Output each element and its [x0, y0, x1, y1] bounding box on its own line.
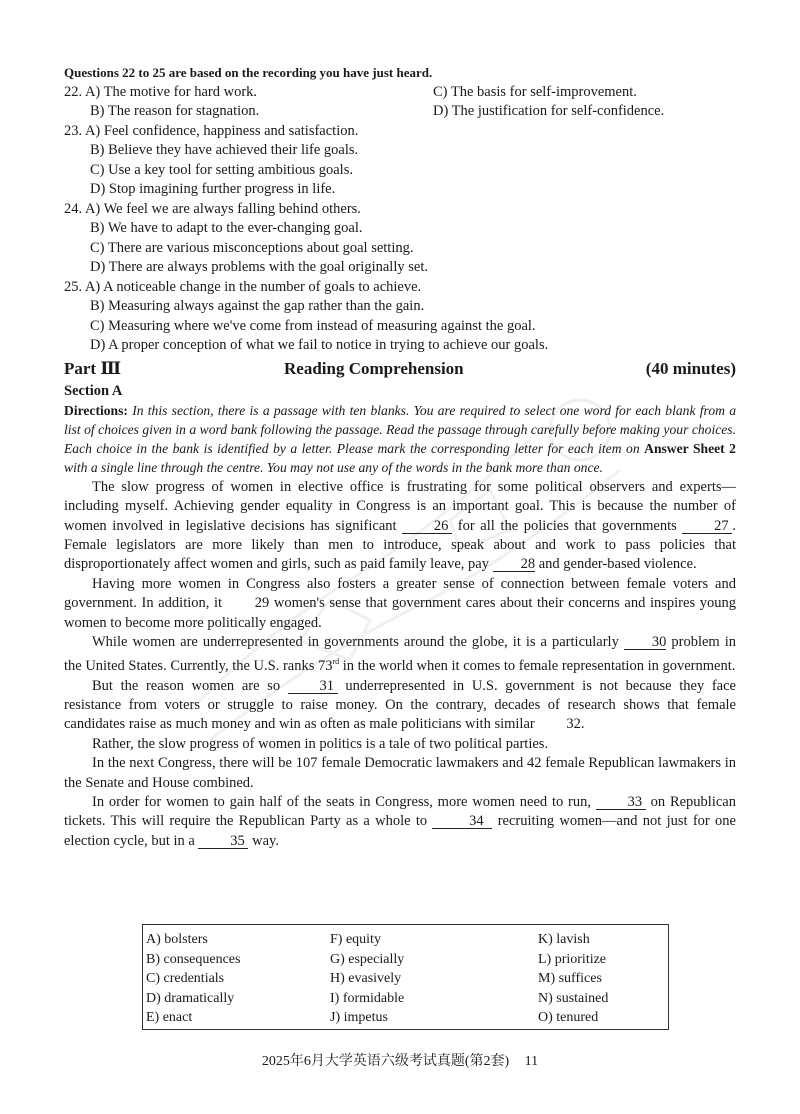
q23-option-c: C) Use a key tool for setting ambitious goals. [90, 161, 353, 178]
directions-text-2: with a single line through the centre. You may not use any of the words in the bank more than once. [64, 460, 603, 476]
q22-option-a: 22. A) The motive for hard work. [64, 83, 258, 100]
passage-text: Having more women in Congress also fosters a greater sense of connection between female voters and government. In addition, it [64, 575, 736, 612]
directions-text-1: In this section, there is a passage with ten blanks. You are required to select one word for each blank from a list of choices given in a word bank following the passage. Read the passage through carefully before making your choices. Each choice in the bank is identified by a letter. Please mark the corresponding letter for each item on [64, 402, 736, 457]
word-bank-item: C) credentials [146, 971, 225, 987]
passage-paragraph-2 [64, 575, 736, 633]
q25-option-a: 25. A) A noticeable change in the number of goals to achieve. [64, 278, 422, 295]
word-bank-item: G) especially [330, 951, 405, 967]
word-bank-item: O) tenured [538, 1010, 599, 1026]
passage-text: problem in the United States. Currently, the U.S. ranks 73 [64, 633, 736, 675]
word-bank-item: L) prioritize [538, 951, 607, 967]
blank-29: 29 [254, 595, 270, 612]
q24-option-a: 24. A) We feel we are always falling behind others. [64, 200, 361, 217]
page-content [64, 63, 736, 851]
word-bank-item: M) suffices [538, 971, 602, 987]
directions [64, 401, 736, 478]
passage-text: on Republican tickets. This will require the Republican Party as a whole to [64, 794, 736, 830]
passage-text: and gender-based violence. [535, 556, 697, 573]
passage-paragraph-4 [64, 677, 736, 735]
section-title: Section A [64, 382, 123, 399]
q23-option-b: B) Believe they have achieved their life goals. [90, 142, 359, 158]
footer-title: 2025年6月大学英语六级考试真题(第2套) [261, 1054, 510, 1069]
word-bank-column-1 [146, 930, 240, 1028]
page-footer [0, 1050, 800, 1070]
word-bank-column-2 [330, 930, 404, 1028]
passage-text: The slow progress of women in elective office is frustrating for some political observers and experts—including myself. Achieving gender equality in Congress is an important goal. This is because the number of women involved in legislative decisions has significant [64, 478, 736, 534]
q22-row2 [64, 102, 736, 122]
passage-text: in the world when it comes to female representation in government. [339, 658, 736, 675]
word-bank-item: J) impetus [330, 1010, 388, 1026]
q23-option-d: D) Stop imagining further progress in life. [90, 181, 336, 197]
passage-paragraph-7 [64, 793, 736, 851]
passage-paragraph-5: Rather, the slow progress of women in politics is a tale of two political parties. [92, 735, 549, 752]
directions-label: Directions: [64, 402, 128, 418]
answer-sheet-ref: Answer Sheet 2 [644, 441, 736, 457]
passage-text: While women are underrepresented in governments around the globe, it is a particularly [92, 633, 624, 650]
blank-30: 30 [624, 635, 667, 650]
part-label: Part Ⅲ [64, 358, 122, 378]
questions-header: Questions 22 to 25 are based on the recording you have just heard. [64, 65, 433, 80]
ordinal-suffix: rd [332, 657, 340, 667]
page-number: 11 [524, 1054, 539, 1069]
word-bank-item: N) sustained [538, 990, 609, 1006]
blank-31: 31 [288, 679, 338, 694]
passage-text: for all the policies that governments [452, 517, 683, 534]
passage-text: But the reason women are so [92, 677, 288, 694]
passage-text: . Female legislators are more likely than men to introduce, speak about and work to pass policies that disproportionately affect women and girls, such as paid family leave, pay [64, 517, 736, 573]
blank-26: 26 [402, 519, 452, 534]
q25-option-b: B) Measuring always against the gap rather than the gain. [90, 298, 425, 314]
word-bank-item: B) consequences [146, 951, 241, 967]
q22-option-b: B) The reason for stagnation. [90, 103, 260, 119]
word-bank [142, 924, 669, 1030]
word-bank-item: D) dramatically [146, 990, 235, 1006]
q24-option-c: C) There are various misconceptions about goal setting. [90, 239, 414, 256]
word-bank-item: F) equity [330, 932, 381, 947]
q25-option-d: D) A proper conception of what we fail to notice in trying to achieve our goals. [90, 337, 549, 353]
q22-row1 [64, 83, 736, 103]
passage-paragraph-6: In the next Congress, there will be 107 female Democratic lawmakers and 42 female Republican lawmakers in the Senate and House combined. [64, 755, 736, 791]
word-bank-column-3 [538, 930, 608, 1028]
passage-text: . [580, 716, 585, 733]
passage-text: In order for women to gain half of the seats in Congress, more women need to run, [92, 794, 596, 811]
blank-27: 27 [682, 519, 732, 534]
blank-32: 32 [566, 716, 581, 733]
word-bank-item: K) lavish [538, 932, 590, 947]
passage-paragraph-3 [64, 633, 736, 677]
q22-option-d: D) The justification for self-confidence. [433, 103, 665, 119]
q23-option-a: 23. A) Feel confidence, happiness and satisfaction. [64, 122, 359, 139]
passage-text: way. [248, 832, 279, 849]
word-bank-item: H) evasively [330, 971, 402, 987]
passage-paragraph-1 [64, 478, 736, 575]
q25-option-c: C) Measuring where we've come from instead of measuring against the goal. [90, 317, 536, 334]
blank-28: 28 [493, 557, 536, 572]
part-heading [64, 357, 736, 381]
passage-text: women's sense that government cares about their concerns and inspires young women to become more politically engaged. [64, 595, 736, 631]
part-time: (40 minutes) [645, 358, 736, 378]
blank-35: 35 [198, 834, 248, 849]
q24-option-d: D) There are always problems with the goal originally set. [90, 259, 428, 275]
q24-option-b: B) We have to adapt to the ever-changing goal. [90, 220, 363, 236]
q22-option-c: C) The basis for self-improvement. [433, 83, 637, 100]
passage-text: recruiting women—and not just for one election cycle, but in a [64, 813, 736, 849]
word-bank-item: I) formidable [330, 990, 405, 1006]
blank-33: 33 [596, 795, 646, 810]
passage-text: underrepresented in U.S. government is not because they face resistance from voters or struggle to raise money. On the contrary, decades of research shows that female candidates raise as much money and win as often as male politicians with similar [64, 677, 736, 733]
part-title: Reading Comprehension [284, 358, 464, 378]
blank-34: 34 [432, 814, 492, 829]
word-bank-item: A) bolsters [146, 932, 208, 947]
word-bank-item: E) enact [146, 1010, 193, 1026]
